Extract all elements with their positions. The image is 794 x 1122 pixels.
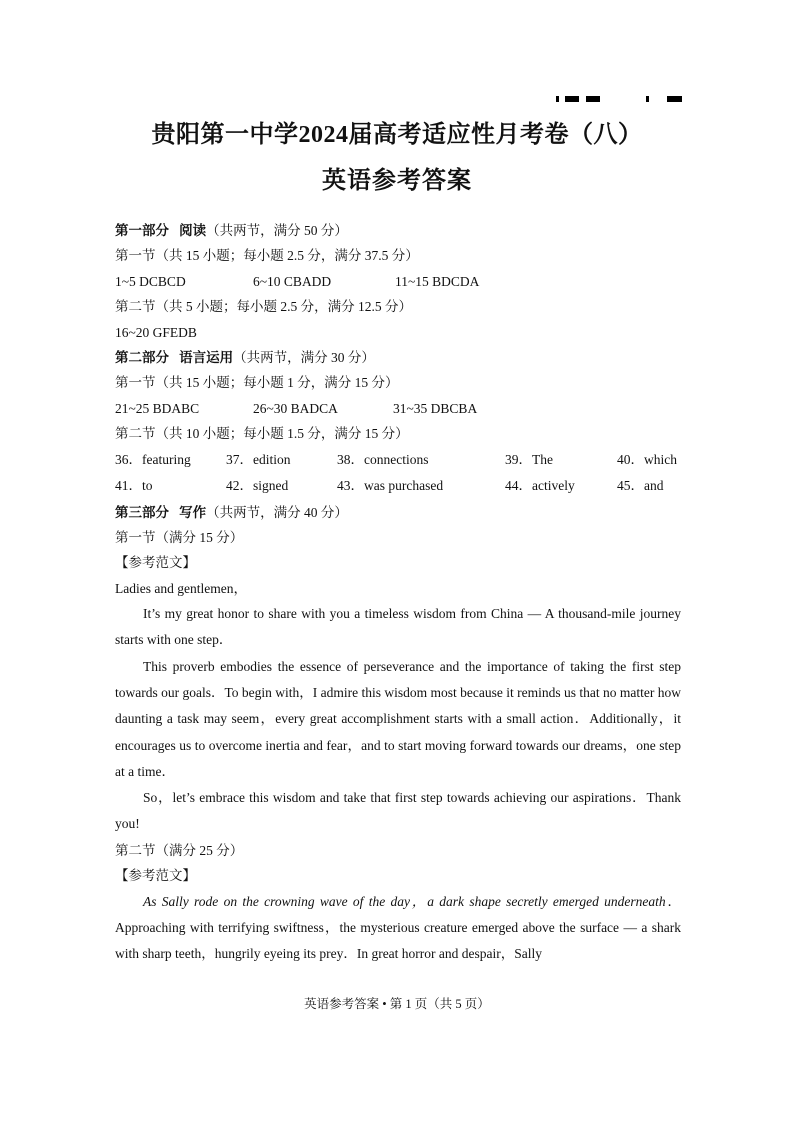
essay-paragraph-1: It’s my great honor to share with you a timeless wisdom from China — A thousand-mile journey starts with one step． <box>115 606 681 648</box>
part2-section2-title: 第二节（共 10 小题；每小题 1.5 分，满分 15 分） <box>115 426 409 442</box>
part2-answers-row2: 41．to 42．signed 43．was purchased 44．actively 45．and <box>115 478 664 494</box>
document-subtitle: 英语参考答案 <box>322 168 472 194</box>
essay-paragraph-3: So，let’s embrace this wisdom and take that first step towards achieving our aspirations．Thank you! <box>115 790 681 832</box>
part3-heading: 第三部分 写作（共两节，满分 40 分） <box>115 504 348 520</box>
part2-section1-title: 第一节（共 15 小题；每小题 1 分，满分 15 分） <box>115 375 399 391</box>
part1-section2-title: 第二节（共 5 小题；每小题 2.5 分，满分 12.5 分） <box>115 299 412 315</box>
part3-section1-ref-label: 【参考范文】 <box>115 555 196 571</box>
part1-section2-answers: 16~20 GFEDB <box>115 324 197 340</box>
document-title: 贵阳第一中学2024届高考适应性月考卷（八） <box>151 122 643 148</box>
essay-paragraph-2: This proverb embodies the essence of perseverance and the importance of taking the first step towards our goals．To begin with，I admire this wisdom most because it reminds us that no matter how daunting a task may seem，every great accomplishment starts with a small action．Additionally，it encourages us to overcome inertia and fear，and to start moving forward towards our dreams，one step at a time． <box>115 658 681 779</box>
part2-heading: 第二部分 语言运用（共两节，满分 30 分） <box>115 349 375 365</box>
part1-heading: 第一部分 阅读（共两节，满分 50 分） <box>115 223 348 238</box>
part2-section1-answers: 21~25 BDABC 26~30 BADCA 31~35 DBCBA <box>115 400 478 416</box>
part3-section1-title: 第一节（满分 15 分） <box>115 529 244 545</box>
part3-section2-title: 第二节（满分 25 分） <box>115 842 244 858</box>
part1-section1-answers: 1~5 DCBCD 6~10 CBADD 11~15 BDCDA <box>115 273 480 289</box>
part2-answers-row1: 36．featuring 37．edition 38．connections 39．The 40．which <box>115 451 677 467</box>
answer-content <box>115 218 681 967</box>
essay-greeting: Ladies and gentlemen， <box>115 580 247 596</box>
page-footer: 英语参考答案 • 第 1 页（共 5 页） <box>304 997 490 1011</box>
part1-section1-title: 第一节（共 15 小题；每小题 2.5 分，满分 37.5 分） <box>115 248 419 264</box>
continuation-paragraph: As Sally rode on the crowning wave of the day，a dark shape secretly emerged underneath．Approaching with terrifying swiftness，the mysterious creature emerged above the surface — a shark with sharp teeth，hungrily eyeing its prey．In great horror and despair，Sally <box>115 893 681 962</box>
part3-section2-ref-label: 【参考范文】 <box>115 868 196 884</box>
print-registration-marks <box>556 96 682 104</box>
